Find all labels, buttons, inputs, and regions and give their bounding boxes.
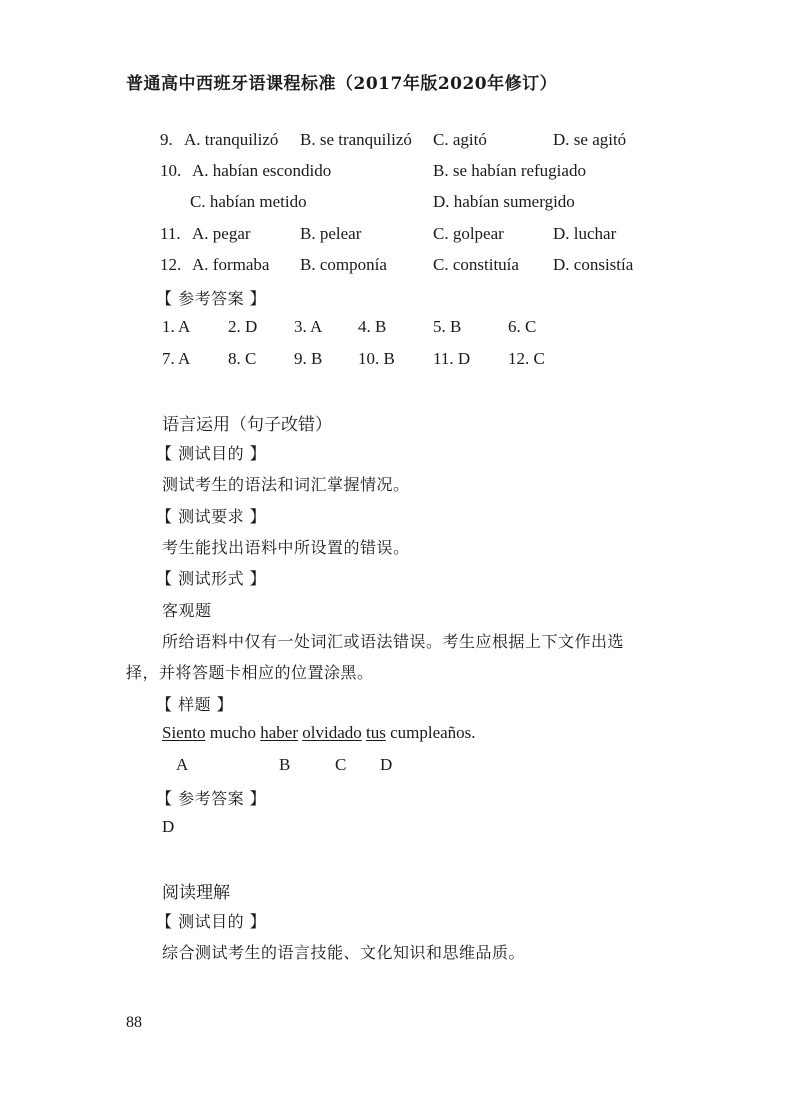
section-title-reading: 阅读理解 <box>162 883 230 903</box>
sample-word: mucho <box>209 723 256 742</box>
choice-letter-a: A <box>176 755 189 774</box>
q12-number: 12. <box>160 255 182 274</box>
sample-answer: D <box>162 817 175 836</box>
sample-label: 【 样题 】 <box>156 695 234 714</box>
answer-key-label: 【 参考答案 】 <box>156 289 267 308</box>
choice-letter-b: B <box>279 755 291 774</box>
requirement-text: 考生能找出语料中所设置的错误。 <box>162 538 410 557</box>
section-title-sentence-correction: 语言运用（句子改错） <box>162 415 332 435</box>
description-line-2: 择，并将答题卡相应的位置涂黑。 <box>126 663 374 682</box>
q9-option-a: A. tranquilizó <box>184 130 279 149</box>
answer-item: 10. B <box>358 349 395 368</box>
underlined-word-d: tus <box>366 723 386 742</box>
format-text: 客观题 <box>162 601 212 620</box>
answer-item: 12. C <box>508 349 545 368</box>
q11-number: 11. <box>160 224 181 243</box>
q11-option-b: B. pelear <box>300 224 362 243</box>
description-line-1: 所给语料中仅有一处词汇或语法错误。考生应根据上下文作出选 <box>162 632 625 651</box>
purpose-text: 测试考生的语法和词汇掌握情况。 <box>162 475 410 494</box>
reading-purpose-label: 【 测试目的 】 <box>156 912 267 931</box>
q12-option-c: C. constituía <box>433 255 519 274</box>
q12-option-d: D. consistía <box>553 255 634 274</box>
answer-item: 5. B <box>433 317 462 336</box>
running-header: 普通高中西班牙语课程标准（2017年版2020年修订） <box>126 74 558 94</box>
sample-answer-label: 【 参考答案 】 <box>156 789 267 808</box>
underlined-word-a: Siento <box>162 723 206 742</box>
sample-word: cumpleaños. <box>390 723 476 742</box>
answer-item: 6. C <box>508 317 537 336</box>
answer-item: 11. D <box>433 349 471 368</box>
choice-letter-c: C <box>335 755 347 774</box>
answer-item: 1. A <box>162 317 191 336</box>
answer-item: 3. A <box>294 317 323 336</box>
answer-item: 4. B <box>358 317 387 336</box>
answer-item: 2. D <box>228 317 258 336</box>
reading-purpose-text: 综合测试考生的语言技能、文化知识和思维品质。 <box>162 943 526 962</box>
q9-option-c: C. agitó <box>433 130 487 149</box>
underlined-word-b: haber <box>260 723 298 742</box>
q11-option-c: C. golpear <box>433 224 504 243</box>
page-number: 88 <box>126 1014 142 1031</box>
q10-option-c: C. habían metido <box>190 192 307 211</box>
answer-item: 8. C <box>228 349 257 368</box>
underlined-word-c: olvidado <box>302 723 362 742</box>
q10-number: 10. <box>160 161 182 180</box>
sample-sentence <box>162 723 476 743</box>
q9-option-b: B. se tranquilizó <box>300 130 412 149</box>
format-label: 【 测试形式 】 <box>156 569 267 588</box>
q11-option-d: D. luchar <box>553 224 617 243</box>
q9-option-d: D. se agitó <box>553 130 627 149</box>
q10-option-d: D. habían sumergido <box>433 192 575 211</box>
choice-letter-d: D <box>380 755 393 774</box>
q10-option-a: A. habían escondido <box>192 161 332 180</box>
q12-option-b: B. componía <box>300 255 387 274</box>
q12-option-a: A. formaba <box>192 255 270 274</box>
q11-option-a: A. pegar <box>192 224 251 243</box>
answer-item: 9. B <box>294 349 323 368</box>
purpose-label: 【 测试目的 】 <box>156 444 267 463</box>
answer-item: 7. A <box>162 349 191 368</box>
requirement-label: 【 测试要求 】 <box>156 507 267 526</box>
q10-option-b: B. se habían refugiado <box>433 161 586 180</box>
q9-number: 9. <box>160 130 173 149</box>
